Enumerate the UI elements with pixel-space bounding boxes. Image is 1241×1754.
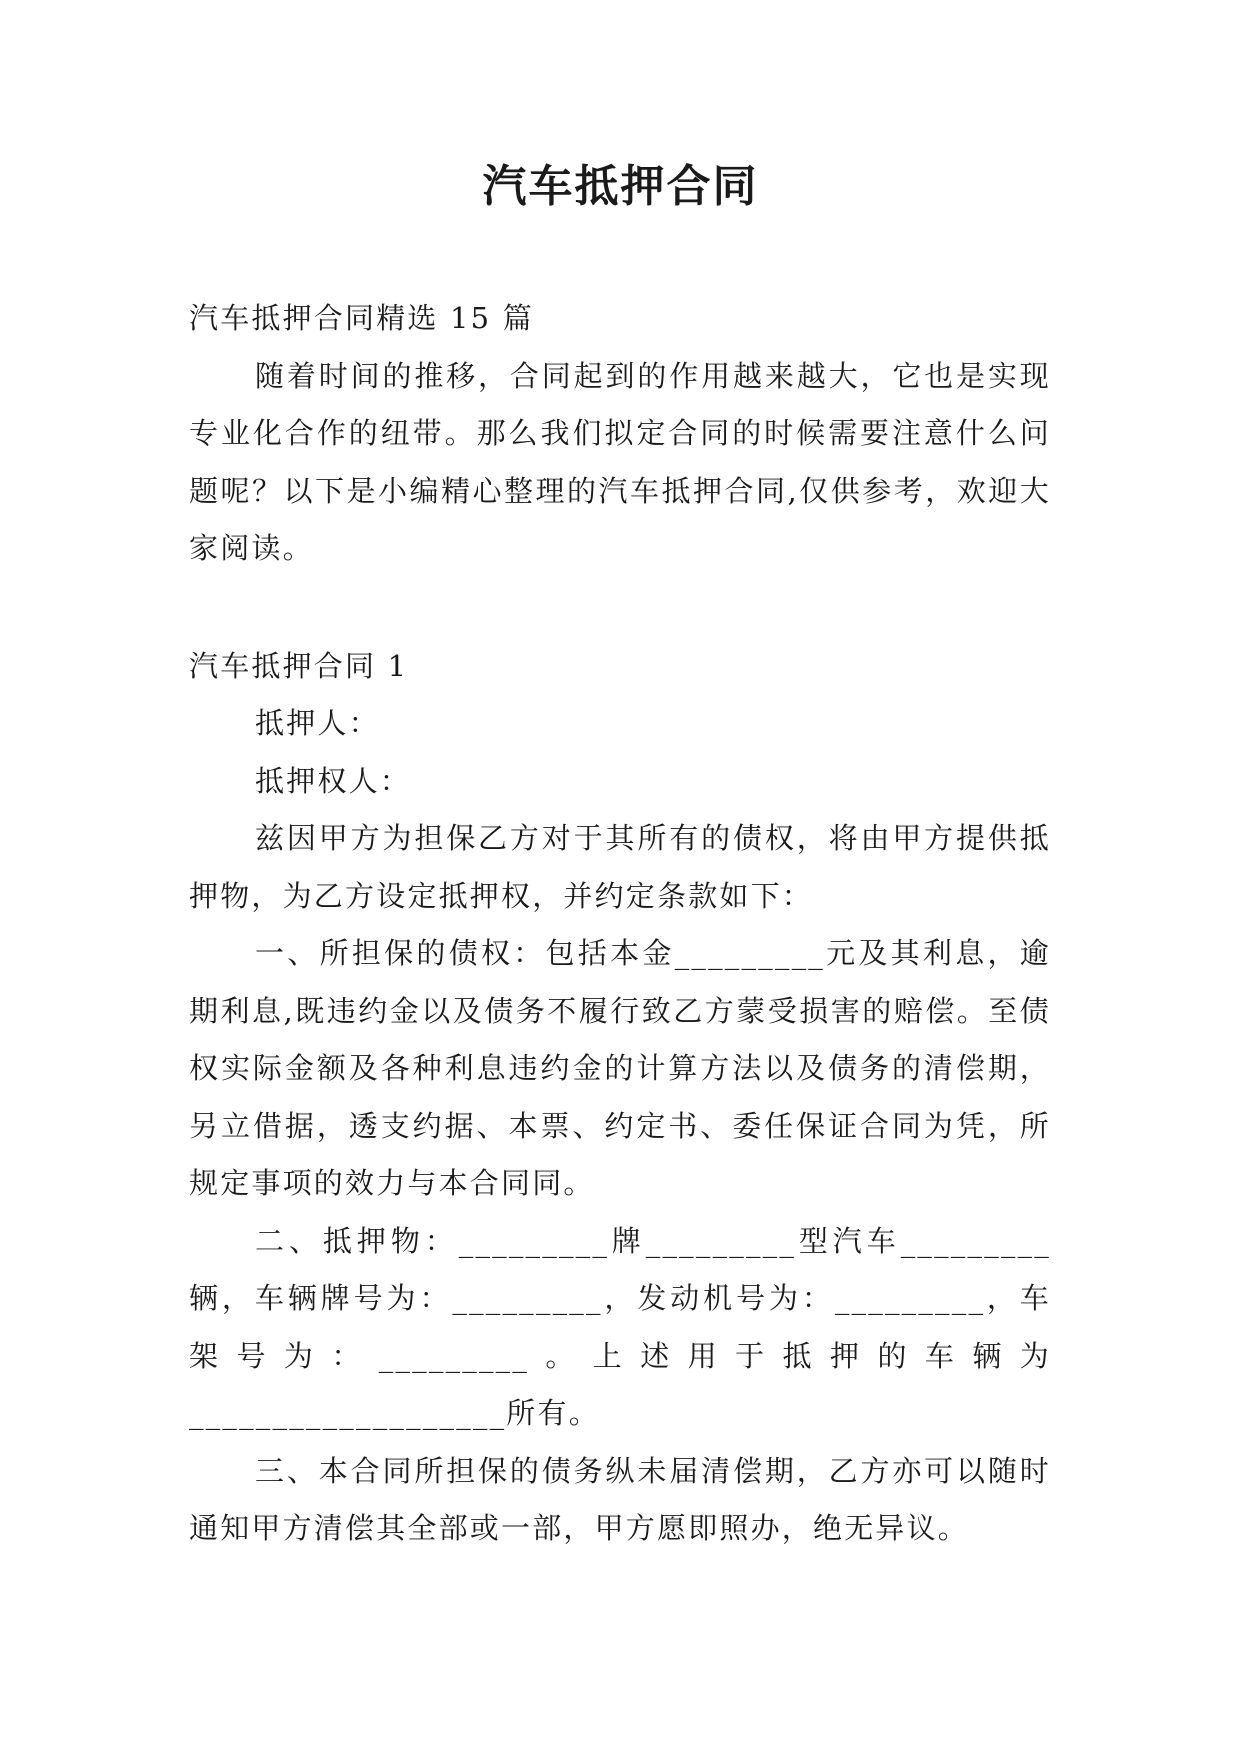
document-title: 汽车抵押合同 xyxy=(482,161,759,212)
intro-paragraph: 随着时间的推移，合同起到的作用越来越大，它也是实现专业化合作的纽带。那么我们拟定合同的时候需要注意什么问题呢？以下是小编精心整理的汽车抵押合同,仅供参考，欢迎大家阅读。 xyxy=(189,358,1051,565)
clause-3-paragraph: 三、本合同所担保的债务纵未届清偿期，乙方亦可以随时通知甲方清偿其全部或一部，甲方愿即照办，绝无异议。 xyxy=(189,1453,1051,1545)
clause-1-paragraph: 一、所担保的债权：包括本金_________元及其利息，逾期利息,既违约金以及债务不履行致乙方蒙受损害的赔偿。至债权实际金额及各种利息违约金的计算方法以及债务的清偿期，另立借据，透支约据、本票、约定书、委任保证合同为凭，所规定事项的效力与本合同同。 xyxy=(189,936,1051,1200)
mortgagor-label: 抵押人： xyxy=(255,706,380,740)
section-heading: 汽车抵押合同 1 xyxy=(189,648,409,683)
document-subtitle: 汽车抵押合同精选 15 篇 xyxy=(189,301,534,335)
clause-2-paragraph: 二、抵押物：_________牌_________型汽车_________辆，车辆牌号为：_________，发动机号为：_________，车架号为：_________。上述用于抵押的车辆为___________________所有。 xyxy=(189,1223,1051,1430)
document-body xyxy=(189,290,1051,1558)
mortgagee-label: 抵押权人： xyxy=(255,763,412,798)
preamble-paragraph: 兹因甲方为担保乙方对于其所有的债权，将由甲方提供抵押物，为乙方设定抵押权，并约定条款如下： xyxy=(189,821,1051,913)
